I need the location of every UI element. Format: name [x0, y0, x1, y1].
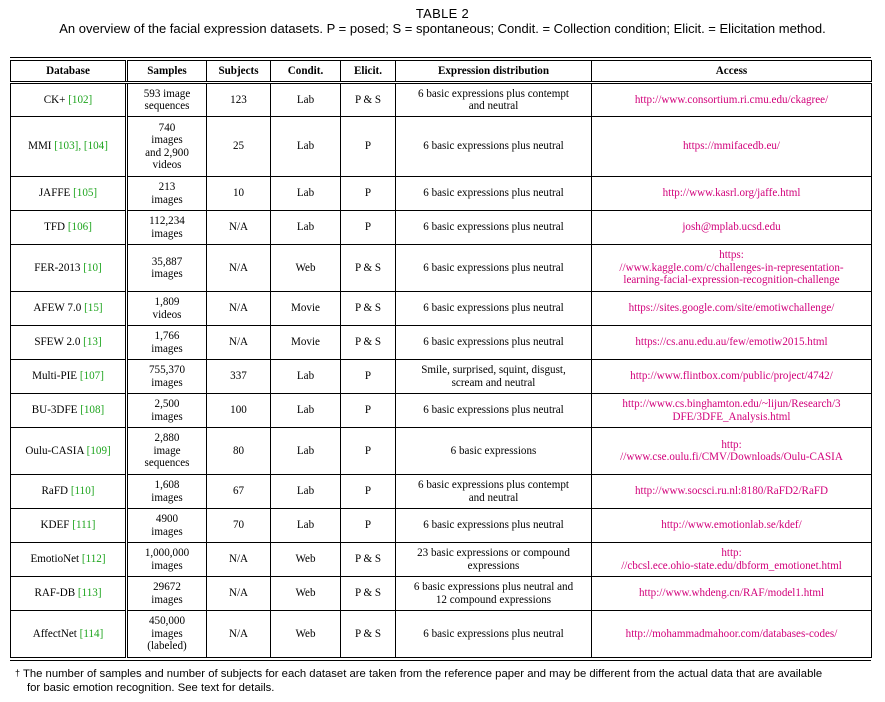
cell-access	[592, 394, 872, 428]
header-expression-distribution: Expression distribution	[396, 61, 592, 83]
table-row	[11, 117, 872, 177]
samples-line: 593 image	[143, 87, 191, 100]
cell-expression-distribution	[396, 543, 592, 577]
citation-link[interactable]: [112]	[81, 553, 106, 566]
cell-database	[11, 245, 127, 292]
samples-line: 450,000	[148, 615, 186, 628]
footnote-dagger: †	[15, 668, 21, 678]
citation-link[interactable]: [103], [104]	[54, 140, 108, 153]
database-name: Oulu-CASIA	[25, 444, 84, 457]
citation-link[interactable]: [108]	[80, 404, 105, 417]
cell-access	[592, 326, 872, 360]
dataset-table-frame	[10, 57, 871, 661]
database-name: TFD	[44, 221, 66, 234]
cell-subjects: 337	[207, 360, 271, 394]
cell-elicitation: P & S	[341, 83, 396, 117]
citation-link[interactable]: [111]	[72, 519, 96, 532]
access-link[interactable]: //www.cse.oulu.fi/CMV/Downloads/Oulu-CASIA	[620, 451, 843, 463]
access-link[interactable]: https:	[719, 249, 744, 262]
cell-elicitation: P	[341, 509, 396, 543]
cell-access	[592, 509, 872, 543]
samples-line: images	[151, 627, 183, 640]
cell-condition: Web	[271, 245, 341, 292]
citation-link[interactable]: [102]	[68, 93, 93, 106]
expression-line: 6 basic expressions plus neutral	[423, 221, 564, 234]
database-name: KDEF	[40, 519, 70, 532]
cell-condition: Lab	[271, 83, 341, 117]
cell-condition: Movie	[271, 326, 341, 360]
access-link[interactable]: https://sites.google.com/site/emotiwchallenge/	[628, 302, 835, 315]
cell-samples	[127, 292, 207, 326]
cell-subjects: 10	[207, 177, 271, 211]
cell-subjects: 25	[207, 117, 271, 177]
cell-expression-distribution	[396, 211, 592, 245]
cell-expression-distribution	[396, 577, 592, 611]
samples-line: (labeled)	[147, 640, 187, 653]
table-row	[11, 394, 872, 428]
expression-line: 6 basic expressions plus contempt	[418, 87, 569, 100]
cell-elicitation: P & S	[341, 611, 396, 658]
citation-link[interactable]: [105]	[73, 187, 98, 200]
database-name: MMI	[28, 140, 52, 153]
samples-line: 740	[158, 121, 176, 134]
citation-link[interactable]: [110]	[70, 485, 95, 498]
table-row	[11, 611, 872, 658]
expression-line: and neutral	[468, 100, 519, 112]
expression-line: 6 basic expressions plus neutral	[423, 140, 564, 153]
samples-line: 4900	[155, 513, 179, 525]
cell-elicitation: P	[341, 475, 396, 509]
cell-database	[11, 509, 127, 543]
footnote-line-2: for basic emotion recognition. See text for details.	[27, 682, 275, 694]
access-link[interactable]: http://mohammadmahoor.com/databases-codes/	[625, 627, 838, 640]
table-row	[11, 83, 872, 117]
footnote-line-1: The number of samples and number of subjects for each dataset are taken from the reference paper and may be different from the actual data that are available	[22, 668, 823, 680]
cell-condition: Lab	[271, 509, 341, 543]
cell-samples	[127, 509, 207, 543]
table-row	[11, 292, 872, 326]
cell-access	[592, 611, 872, 658]
cell-elicitation: P & S	[341, 577, 396, 611]
cell-condition: Web	[271, 543, 341, 577]
database-name: SFEW 2.0	[34, 336, 81, 349]
expression-line: 6 basic expressions plus contempt	[418, 479, 569, 491]
cell-condition: Lab	[271, 117, 341, 177]
database-name: Multi-PIE	[32, 370, 78, 383]
cell-elicitation: P & S	[341, 326, 396, 360]
samples-line: 755,370	[148, 364, 186, 376]
cell-expression-distribution	[396, 245, 592, 292]
table-caption: An overview of the facial expression datasets. P = posed; S = spontaneous; Condit. = Collection condition; Elicit. = Elicitation method.	[59, 21, 826, 36]
samples-line: 29672	[153, 581, 181, 593]
cell-subjects: N/A	[207, 292, 271, 326]
database-name: RAF-DB	[34, 587, 76, 600]
table-label: TABLE 2	[415, 6, 470, 21]
samples-line: 2,500	[154, 398, 180, 410]
cell-access	[592, 475, 872, 509]
expression-line: scream and neutral	[451, 376, 536, 389]
cell-database	[11, 394, 127, 428]
cell-subjects: 100	[207, 394, 271, 428]
database-name: RaFD	[41, 485, 69, 498]
cell-condition: Lab	[271, 475, 341, 509]
access-link[interactable]: //www.kaggle.com/c/challenges-in-representation-	[619, 261, 844, 274]
cell-samples	[127, 360, 207, 394]
cell-elicitation: P	[341, 211, 396, 245]
access-link[interactable]: DFE/3DFE_Analysis.html	[672, 410, 791, 423]
cell-samples	[127, 83, 207, 117]
cell-subjects: N/A	[207, 611, 271, 658]
expression-line: 23 basic expressions or compound	[417, 547, 570, 559]
samples-line: videos	[152, 159, 182, 171]
citation-link[interactable]: [13]	[83, 336, 102, 349]
database-name: FER-2013	[34, 261, 81, 274]
table-row	[11, 211, 872, 245]
cell-expression-distribution	[396, 611, 592, 658]
cell-database	[11, 117, 127, 177]
cell-samples	[127, 543, 207, 577]
header-elicit: Elicit.	[341, 61, 396, 83]
expression-line: 6 basic expressions plus neutral	[423, 627, 564, 640]
database-name: JAFFE	[38, 187, 71, 200]
citation-link[interactable]: [15]	[84, 302, 103, 315]
cell-subjects: 80	[207, 428, 271, 475]
expression-line: 6 basic expressions plus neutral	[423, 187, 564, 200]
header-row	[11, 61, 872, 83]
cell-database	[11, 292, 127, 326]
samples-line: images	[151, 593, 183, 606]
dataset-table	[10, 60, 872, 658]
cell-subjects: 123	[207, 83, 271, 117]
samples-line: images	[151, 227, 183, 240]
access-link[interactable]: //cbcsl.ece.ohio-state.edu/dbform_emotionet.html	[621, 559, 842, 572]
cell-access	[592, 360, 872, 394]
cell-database	[11, 177, 127, 211]
cell-subjects: 67	[207, 475, 271, 509]
samples-line: images	[151, 342, 183, 355]
expression-line: 6 basic expressions plus neutral	[423, 261, 564, 274]
cell-subjects: 70	[207, 509, 271, 543]
cell-expression-distribution	[396, 475, 592, 509]
cell-database	[11, 326, 127, 360]
access-link[interactable]: http:	[721, 547, 742, 559]
expression-line: 6 basic expressions plus neutral and	[413, 581, 574, 593]
samples-line: images	[151, 134, 183, 146]
access-link[interactable]: http://www.cs.binghamton.edu/~lijun/Research/3	[622, 398, 841, 410]
access-link[interactable]: http://www.flintbox.com/public/project/4742/	[630, 370, 833, 383]
cell-access	[592, 83, 872, 117]
expression-line: and neutral	[468, 491, 519, 504]
cell-expression-distribution	[396, 360, 592, 394]
cell-subjects: N/A	[207, 577, 271, 611]
database-name: EmotioNet	[30, 553, 80, 566]
cell-condition: Lab	[271, 211, 341, 245]
footnote	[15, 667, 875, 695]
expression-line: expressions	[467, 559, 520, 572]
expression-line: Smile, surprised, squint, disgust,	[421, 364, 566, 376]
samples-line: image	[153, 444, 181, 457]
samples-line: 1,608	[154, 479, 180, 491]
citation-link[interactable]: [114]	[79, 627, 104, 640]
cell-subjects: N/A	[207, 543, 271, 577]
access-link[interactable]: http://www.consortium.ri.cmu.edu/ckagree/	[634, 93, 829, 106]
access-link[interactable]: http://www.kasrl.org/jaffe.html	[662, 187, 801, 200]
database-name: BU-3DFE	[31, 404, 78, 417]
access-link[interactable]: https://mmifacedb.eu/	[682, 140, 781, 153]
access-link[interactable]: learning-facial-expression-recognition-challenge	[623, 274, 840, 287]
cell-samples	[127, 611, 207, 658]
samples-line: videos	[152, 308, 182, 321]
samples-line: images	[151, 410, 183, 423]
samples-line: 2,880	[154, 432, 180, 445]
header-condit: Condit.	[271, 61, 341, 83]
database-name: AFEW 7.0	[33, 302, 82, 315]
cell-elicitation: P & S	[341, 292, 396, 326]
cell-access	[592, 577, 872, 611]
samples-line: images	[151, 268, 183, 280]
table-row	[11, 428, 872, 475]
samples-line: images	[151, 525, 183, 538]
samples-line: 1,809	[154, 296, 180, 308]
cell-expression-distribution	[396, 394, 592, 428]
table-row	[11, 326, 872, 360]
cell-subjects: N/A	[207, 326, 271, 360]
samples-line: 112,234	[149, 215, 185, 227]
table-row	[11, 245, 872, 292]
access-link[interactable]: https://cs.anu.edu.au/few/emotiw2015.html	[635, 336, 828, 349]
cell-database	[11, 543, 127, 577]
cell-samples	[127, 211, 207, 245]
cell-samples	[127, 245, 207, 292]
cell-condition: Lab	[271, 360, 341, 394]
cell-condition: Lab	[271, 177, 341, 211]
cell-samples	[127, 475, 207, 509]
cell-expression-distribution	[396, 83, 592, 117]
table-row	[11, 475, 872, 509]
cell-samples	[127, 428, 207, 475]
cell-elicitation: P	[341, 177, 396, 211]
citation-link[interactable]: [106]	[67, 221, 92, 234]
cell-samples	[127, 177, 207, 211]
samples-line: and 2,900	[145, 146, 189, 159]
samples-line: images	[151, 376, 183, 389]
cell-database	[11, 577, 127, 611]
expression-line: 12 compound expressions	[435, 593, 552, 606]
access-link[interactable]: http://www.whdeng.cn/RAF/model1.html	[638, 587, 825, 600]
samples-line: 1,766	[154, 330, 180, 342]
cell-samples	[127, 117, 207, 177]
cell-expression-distribution	[396, 117, 592, 177]
cell-condition: Web	[271, 577, 341, 611]
expression-line: 6 basic expressions	[450, 444, 537, 457]
citation-link[interactable]: [10]	[83, 261, 102, 274]
cell-expression-distribution	[396, 177, 592, 211]
cell-access	[592, 117, 872, 177]
table-row	[11, 543, 872, 577]
cell-elicitation: P & S	[341, 543, 396, 577]
samples-line: images	[151, 559, 183, 572]
cell-condition: Movie	[271, 292, 341, 326]
cell-access	[592, 428, 872, 475]
cell-database	[11, 360, 127, 394]
cell-condition: Lab	[271, 394, 341, 428]
header-database: Database	[11, 61, 127, 83]
cell-elicitation: P	[341, 394, 396, 428]
cell-samples	[127, 326, 207, 360]
access-link[interactable]: http://www.emotionlab.se/kdef/	[661, 519, 802, 532]
table-row	[11, 360, 872, 394]
database-name: AffectNet	[32, 627, 77, 640]
header-subjects: Subjects	[207, 61, 271, 83]
citation-link[interactable]: [107]	[79, 370, 104, 383]
cell-access	[592, 543, 872, 577]
cell-access	[592, 245, 872, 292]
samples-line: sequences	[144, 100, 190, 112]
cell-database	[11, 475, 127, 509]
samples-line: 1,000,000	[144, 547, 190, 559]
samples-line: images	[151, 491, 183, 504]
table-body	[11, 83, 872, 658]
cell-database	[11, 211, 127, 245]
cell-database	[11, 428, 127, 475]
cell-subjects: N/A	[207, 211, 271, 245]
access-link[interactable]: http://www.socsci.ru.nl:8180/RaFD2/RaFD	[634, 485, 829, 498]
cell-database	[11, 611, 127, 658]
table-row	[11, 177, 872, 211]
access-link[interactable]: josh@mplab.ucsd.edu	[682, 221, 781, 234]
cell-access	[592, 292, 872, 326]
cell-subjects: N/A	[207, 245, 271, 292]
cell-expression-distribution	[396, 428, 592, 475]
table-row	[11, 577, 872, 611]
header-access: Access	[592, 61, 872, 83]
samples-line: 213	[158, 181, 176, 193]
citation-link[interactable]: [109]	[86, 444, 111, 457]
cell-access	[592, 177, 872, 211]
expression-line: 6 basic expressions plus neutral	[423, 302, 564, 315]
database-name: CK+	[43, 93, 66, 106]
cell-elicitation: P	[341, 117, 396, 177]
cell-condition: Lab	[271, 428, 341, 475]
table-row	[11, 509, 872, 543]
cell-elicitation: P & S	[341, 245, 396, 292]
cell-elicitation: P	[341, 360, 396, 394]
cell-samples	[127, 394, 207, 428]
citation-link[interactable]: [113]	[77, 587, 102, 600]
access-link[interactable]: http:	[721, 438, 742, 451]
cell-expression-distribution	[396, 509, 592, 543]
cell-access	[592, 211, 872, 245]
header-samples: Samples	[127, 61, 207, 83]
cell-expression-distribution	[396, 326, 592, 360]
cell-elicitation: P	[341, 428, 396, 475]
cell-condition: Web	[271, 611, 341, 658]
samples-line: 35,887	[151, 255, 183, 268]
expression-line: 6 basic expressions plus neutral	[423, 519, 564, 532]
cell-expression-distribution	[396, 292, 592, 326]
samples-line: sequences	[144, 457, 190, 470]
cell-samples	[127, 577, 207, 611]
expression-line: 6 basic expressions plus neutral	[423, 404, 564, 417]
expression-line: 6 basic expressions plus neutral	[423, 336, 564, 349]
samples-line: images	[151, 193, 183, 206]
cell-database	[11, 83, 127, 117]
